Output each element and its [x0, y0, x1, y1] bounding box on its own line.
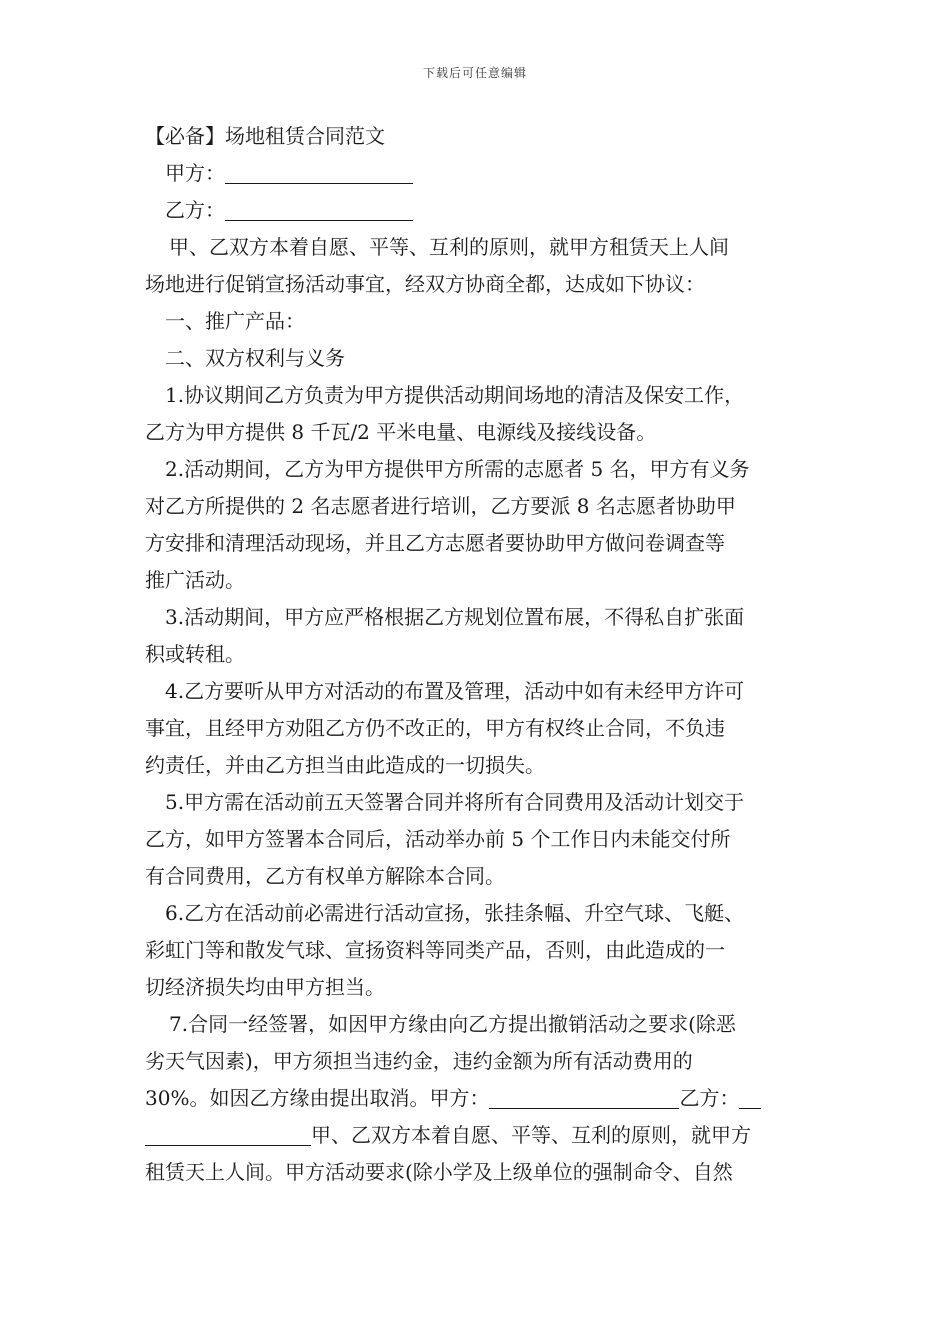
clause-5-line: 5.甲方需在活动前五天签署合同并将所有合同费用及活动计划交于	[165, 790, 745, 814]
clause-7-text: 乙方：	[679, 1086, 740, 1110]
document-title: 【必备】场地租赁合同范文	[145, 124, 385, 148]
section-heading-products: 一、推广产品：	[165, 309, 305, 333]
party-b-signature-blank-continued	[145, 1123, 311, 1146]
clause-1-line: 乙方为甲方提供 8 千瓦/2 平米电量、电源线及接线设备。	[145, 420, 657, 444]
clause-6-line: 6.乙方在活动前必需进行活动宣扬，张挂条幅、升空气球、飞艇、	[165, 901, 745, 925]
clause-7-line	[145, 1117, 807, 1154]
section-heading-rights: 二、双方权利与义务	[165, 346, 345, 370]
clause-6-line: 切经济损失均由甲方担当。	[145, 975, 385, 999]
header-note: 下载后可任意编辑	[422, 66, 527, 80]
clause-5-line: 有合同费用，乙方有权单方解除本合同。	[145, 864, 505, 888]
clause-6-line: 彩虹门等和散发气球、宣扬资料等同类产品，否则，由此造成的一	[145, 938, 725, 962]
clause-7-text: 甲、乙双方本着自愿、平等、互利的原则，就甲方	[311, 1123, 751, 1147]
clause-3-line: 积或转租。	[145, 642, 245, 666]
party-b-blank	[225, 198, 413, 221]
party-b-label: 乙方：	[165, 198, 225, 222]
clause-3-line: 3.活动期间，甲方应严格根据乙方规划位置布展，不得私自扩张面	[165, 605, 745, 629]
party-b-signature-blank	[739, 1086, 761, 1109]
clause-2-line: 2.活动期间，乙方为甲方提供甲方所需的志愿者 5 名，甲方有义务	[165, 457, 750, 481]
intro-line: 甲、乙双方本着自愿、平等、互利的原则，就甲方租赁天上人间	[169, 235, 729, 259]
clause-7-line: 劣天气因素)，甲方须担当违约金，违约金额为所有活动费用的	[145, 1049, 693, 1073]
clause-4-line: 4.乙方要听从甲方对活动的布置及管理，活动中如有未经甲方许可	[165, 679, 745, 703]
party-a-label: 甲方：	[165, 161, 225, 185]
clause-4-line: 约责任，并由乙方担当由此造成的一切损失。	[145, 753, 545, 777]
clause-7-line: 租赁天上人间。甲方活动要求(除小学及上级单位的强制命令、自然	[145, 1160, 733, 1184]
clause-7-text: 30%。如因乙方缘由提出取消。甲方：	[145, 1086, 490, 1110]
clause-4-line: 事宜，且经甲方劝阻乙方仍不改正的，甲方有权终止合同，不负违	[145, 716, 725, 740]
party-b-line	[145, 192, 807, 229]
intro-line: 场地进行促销宣扬活动事宜，经双方协商全都，达成如下协议：	[145, 272, 705, 296]
clause-7-line	[145, 1080, 807, 1117]
clause-2-line: 对乙方所提供的 2 名志愿者进行培训，乙方要派 8 名志愿者协助甲	[145, 494, 736, 518]
party-a-blank	[225, 161, 413, 184]
clause-7-line: 7.合同一经签署，如因甲方缘由向乙方提出撤销活动之要求(除恶	[169, 1012, 736, 1036]
clause-1-line: 1.协议期间乙方负责为甲方提供活动期间场地的清洁及保安工作，	[165, 383, 745, 407]
document-body	[145, 118, 807, 1191]
party-a-signature-blank	[489, 1086, 679, 1109]
clause-5-line: 乙方，如甲方签署本合同后，活动举办前 5 个工作日内未能交付所	[145, 827, 731, 851]
party-a-line	[145, 155, 807, 192]
clause-2-line: 方安排和清理活动现场，并且乙方志愿者要协助甲方做问卷调查等	[145, 531, 725, 555]
clause-2-line: 推广活动。	[145, 568, 245, 592]
